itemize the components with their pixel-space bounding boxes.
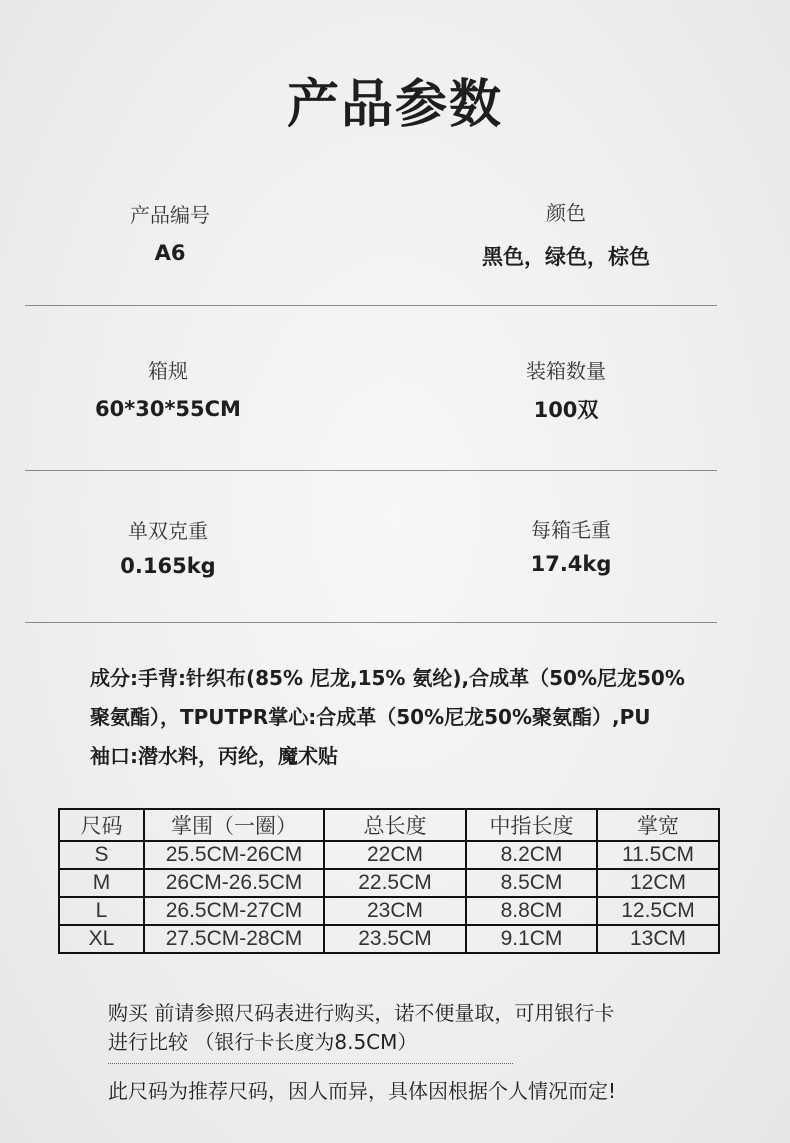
composition-line: 袖口:潜水料，丙纶，魔术贴 [90,744,338,768]
spec-value-pair-weight: 0.165kg [120,554,216,578]
header-total-length: 总长度 [324,809,466,841]
composition-line: 成分:手背:针织布(85% 尼龙,15% 氨纶),合成革（50%尼龙50% [90,666,685,690]
table-cell: L [59,897,144,925]
divider [25,305,717,306]
spec-value-color: 黑色，绿色，棕色 [482,245,650,269]
table-cell: 27.5CM-28CM [144,925,324,953]
table-row [59,869,719,897]
spec-value-carton-qty: 100双 [533,398,599,422]
divider [25,622,717,623]
spec-value-product-code: A6 [154,241,186,265]
spec-label-carton-size: 箱规 [148,359,188,383]
page-title: 产品参数 [286,75,503,135]
table-cell: 9.1CM [466,925,597,953]
spec-label-color: 颜色 [546,201,586,225]
table-cell: 26CM-26.5CM [144,869,324,897]
header-palm-width: 掌宽 [597,809,719,841]
spec-label-product-code: 产品编号 [130,203,210,227]
table-cell: 8.2CM [466,841,597,869]
spec-label-carton-qty: 装箱数量 [526,359,606,383]
divider [25,470,717,471]
dotted-divider [108,1063,513,1064]
table-cell: 8.5CM [466,869,597,897]
size-note-line-1: 购买 前请参照尺码表进行购买，诺不便量取，可用银行卡 [108,1001,615,1025]
table-cell: 25.5CM-26CM [144,841,324,869]
table-row [59,897,719,925]
header-palm-girth: 掌围（一圈） [144,809,324,841]
table-cell: 23CM [324,897,466,925]
table-cell: 22CM [324,841,466,869]
composition-text [90,659,730,776]
table-cell: 12.5CM [597,897,719,925]
header-middle-finger-length: 中指长度 [466,809,597,841]
table-row [59,925,719,953]
size-table [58,808,720,954]
header-size: 尺码 [59,809,144,841]
table-cell: 26.5CM-27CM [144,897,324,925]
recommendation-note: 此尺码为推荐尺码，因人而异，具体因根据个人情况而定! [108,1079,617,1103]
table-cell: S [59,841,144,869]
size-note-line-2: 进行比较 （银行卡长度为8.5CM） [108,1030,418,1054]
table-cell: XL [59,925,144,953]
table-cell: 11.5CM [597,841,719,869]
table-header-row [59,809,719,841]
spec-value-carton-weight: 17.4kg [530,552,612,576]
spec-label-pair-weight: 单双克重 [128,519,208,543]
spec-value-carton-size: 60*30*55CM [95,397,241,421]
composition-line: 聚氨酯），TPUTPR掌心:合成革（50%尼龙50%聚氨酯）,PU [90,705,651,729]
table-cell: M [59,869,144,897]
table-cell: 13CM [597,925,719,953]
table-cell: 12CM [597,869,719,897]
table-cell: 22.5CM [324,869,466,897]
spec-label-carton-weight: 每箱毛重 [531,518,611,542]
table-cell: 23.5CM [324,925,466,953]
table-row [59,841,719,869]
table-cell: 8.8CM [466,897,597,925]
